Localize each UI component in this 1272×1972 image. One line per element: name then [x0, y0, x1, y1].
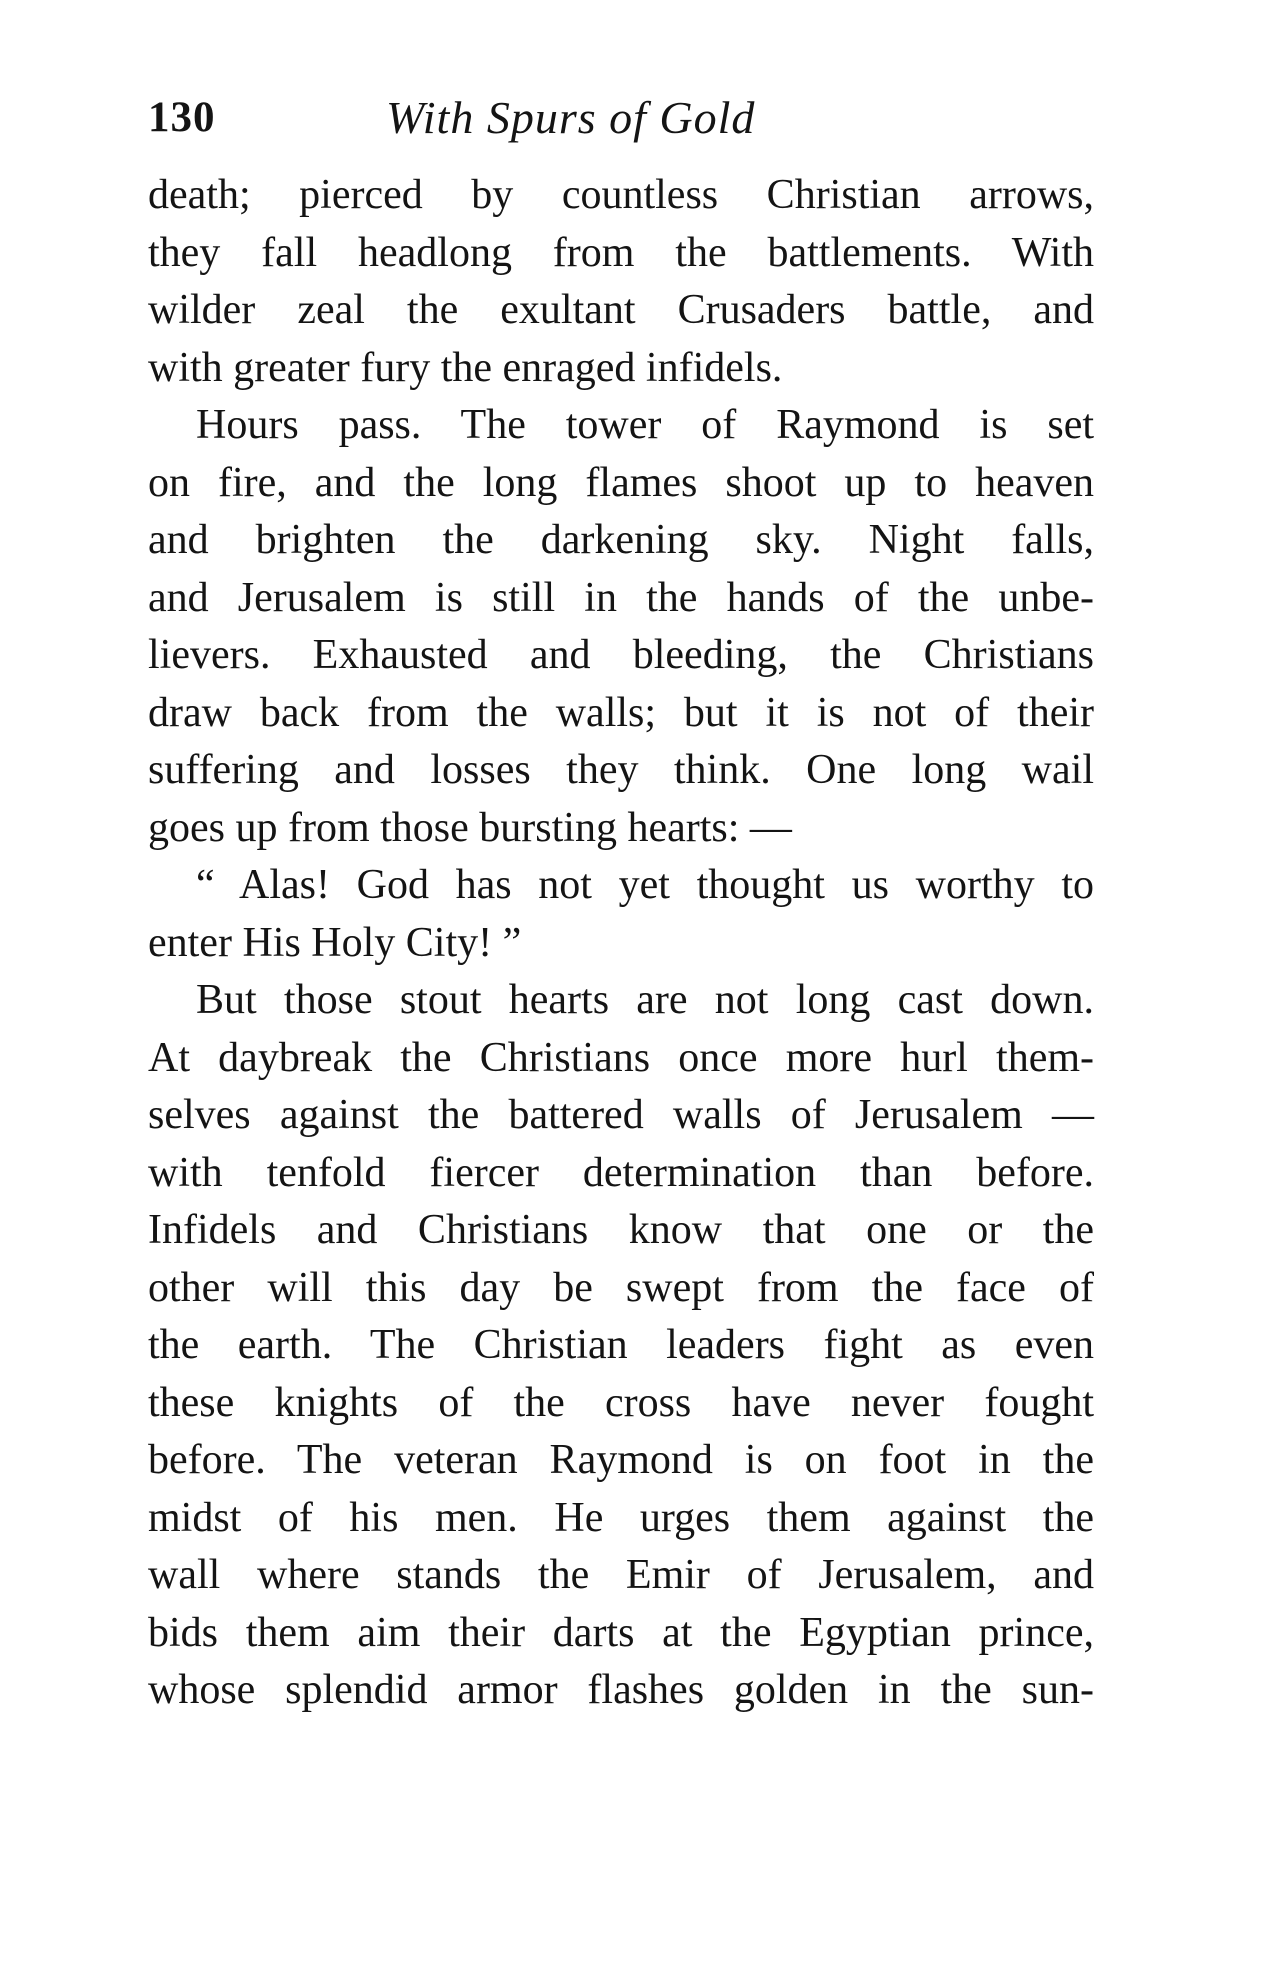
text-line: goes up from those bursting hearts: — [148, 804, 792, 851]
text-line: draw back from the walls; but it is not of their [148, 689, 1094, 736]
text-line: on fire, and the long flames shoot up to heaven [148, 459, 1094, 506]
text-line: with greater fury the enraged infidels. [148, 344, 783, 391]
text-line: wilder zeal the exultant Crusaders battle, and [148, 287, 1094, 333]
text-line: wall where stands the Emir of Jerusalem, and [148, 1552, 1094, 1598]
text-line: death; pierced by countless Christian arrows, [148, 172, 1094, 218]
body-text [148, 167, 1094, 1720]
text-line: But those stout hearts are not long cast down. [196, 977, 1094, 1023]
running-title: With Spurs of Gold [386, 92, 756, 143]
text-line: enter His Holy City! ” [148, 919, 522, 966]
text-line: with tenfold fiercer determination than before. [148, 1149, 1094, 1196]
text-line: lievers. Exhausted and bleeding, the Christians [148, 632, 1094, 678]
page-number: 130 [148, 94, 216, 141]
text-line: they fall headlong from the battlements. With [148, 229, 1094, 276]
text-line: midst of his men. He urges them against the [148, 1494, 1094, 1541]
text-line: before. The veteran Raymond is on foot in the [148, 1437, 1094, 1483]
text-line: At daybreak the Christians once more hurl them- [148, 1034, 1094, 1081]
text-line: and Jerusalem is still in the hands of the unbe- [148, 574, 1094, 621]
text-line: the earth. The Christian leaders fight as even [148, 1322, 1094, 1368]
text-line: Hours pass. The tower of Raymond is set [196, 402, 1094, 448]
text-line: “ Alas! God has not yet thought us worthy to [196, 862, 1094, 908]
text-line: Infidels and Christians know that one or the [148, 1207, 1094, 1253]
text-line: other will this day be swept from the face of [148, 1264, 1094, 1311]
text-line: whose splendid armor flashes golden in the sun- [148, 1667, 1094, 1713]
text-line: suffering and losses they think. One long wail [148, 747, 1094, 793]
text-line: these knights of the cross have never fought [148, 1379, 1094, 1426]
page-header [148, 88, 1094, 148]
text-line: and brighten the darkening sky. Night falls, [148, 517, 1094, 563]
text-line: bids them aim their darts at the Egyptian prince, [148, 1609, 1094, 1656]
text-line: selves against the battered walls of Jerusalem — [148, 1092, 1094, 1138]
